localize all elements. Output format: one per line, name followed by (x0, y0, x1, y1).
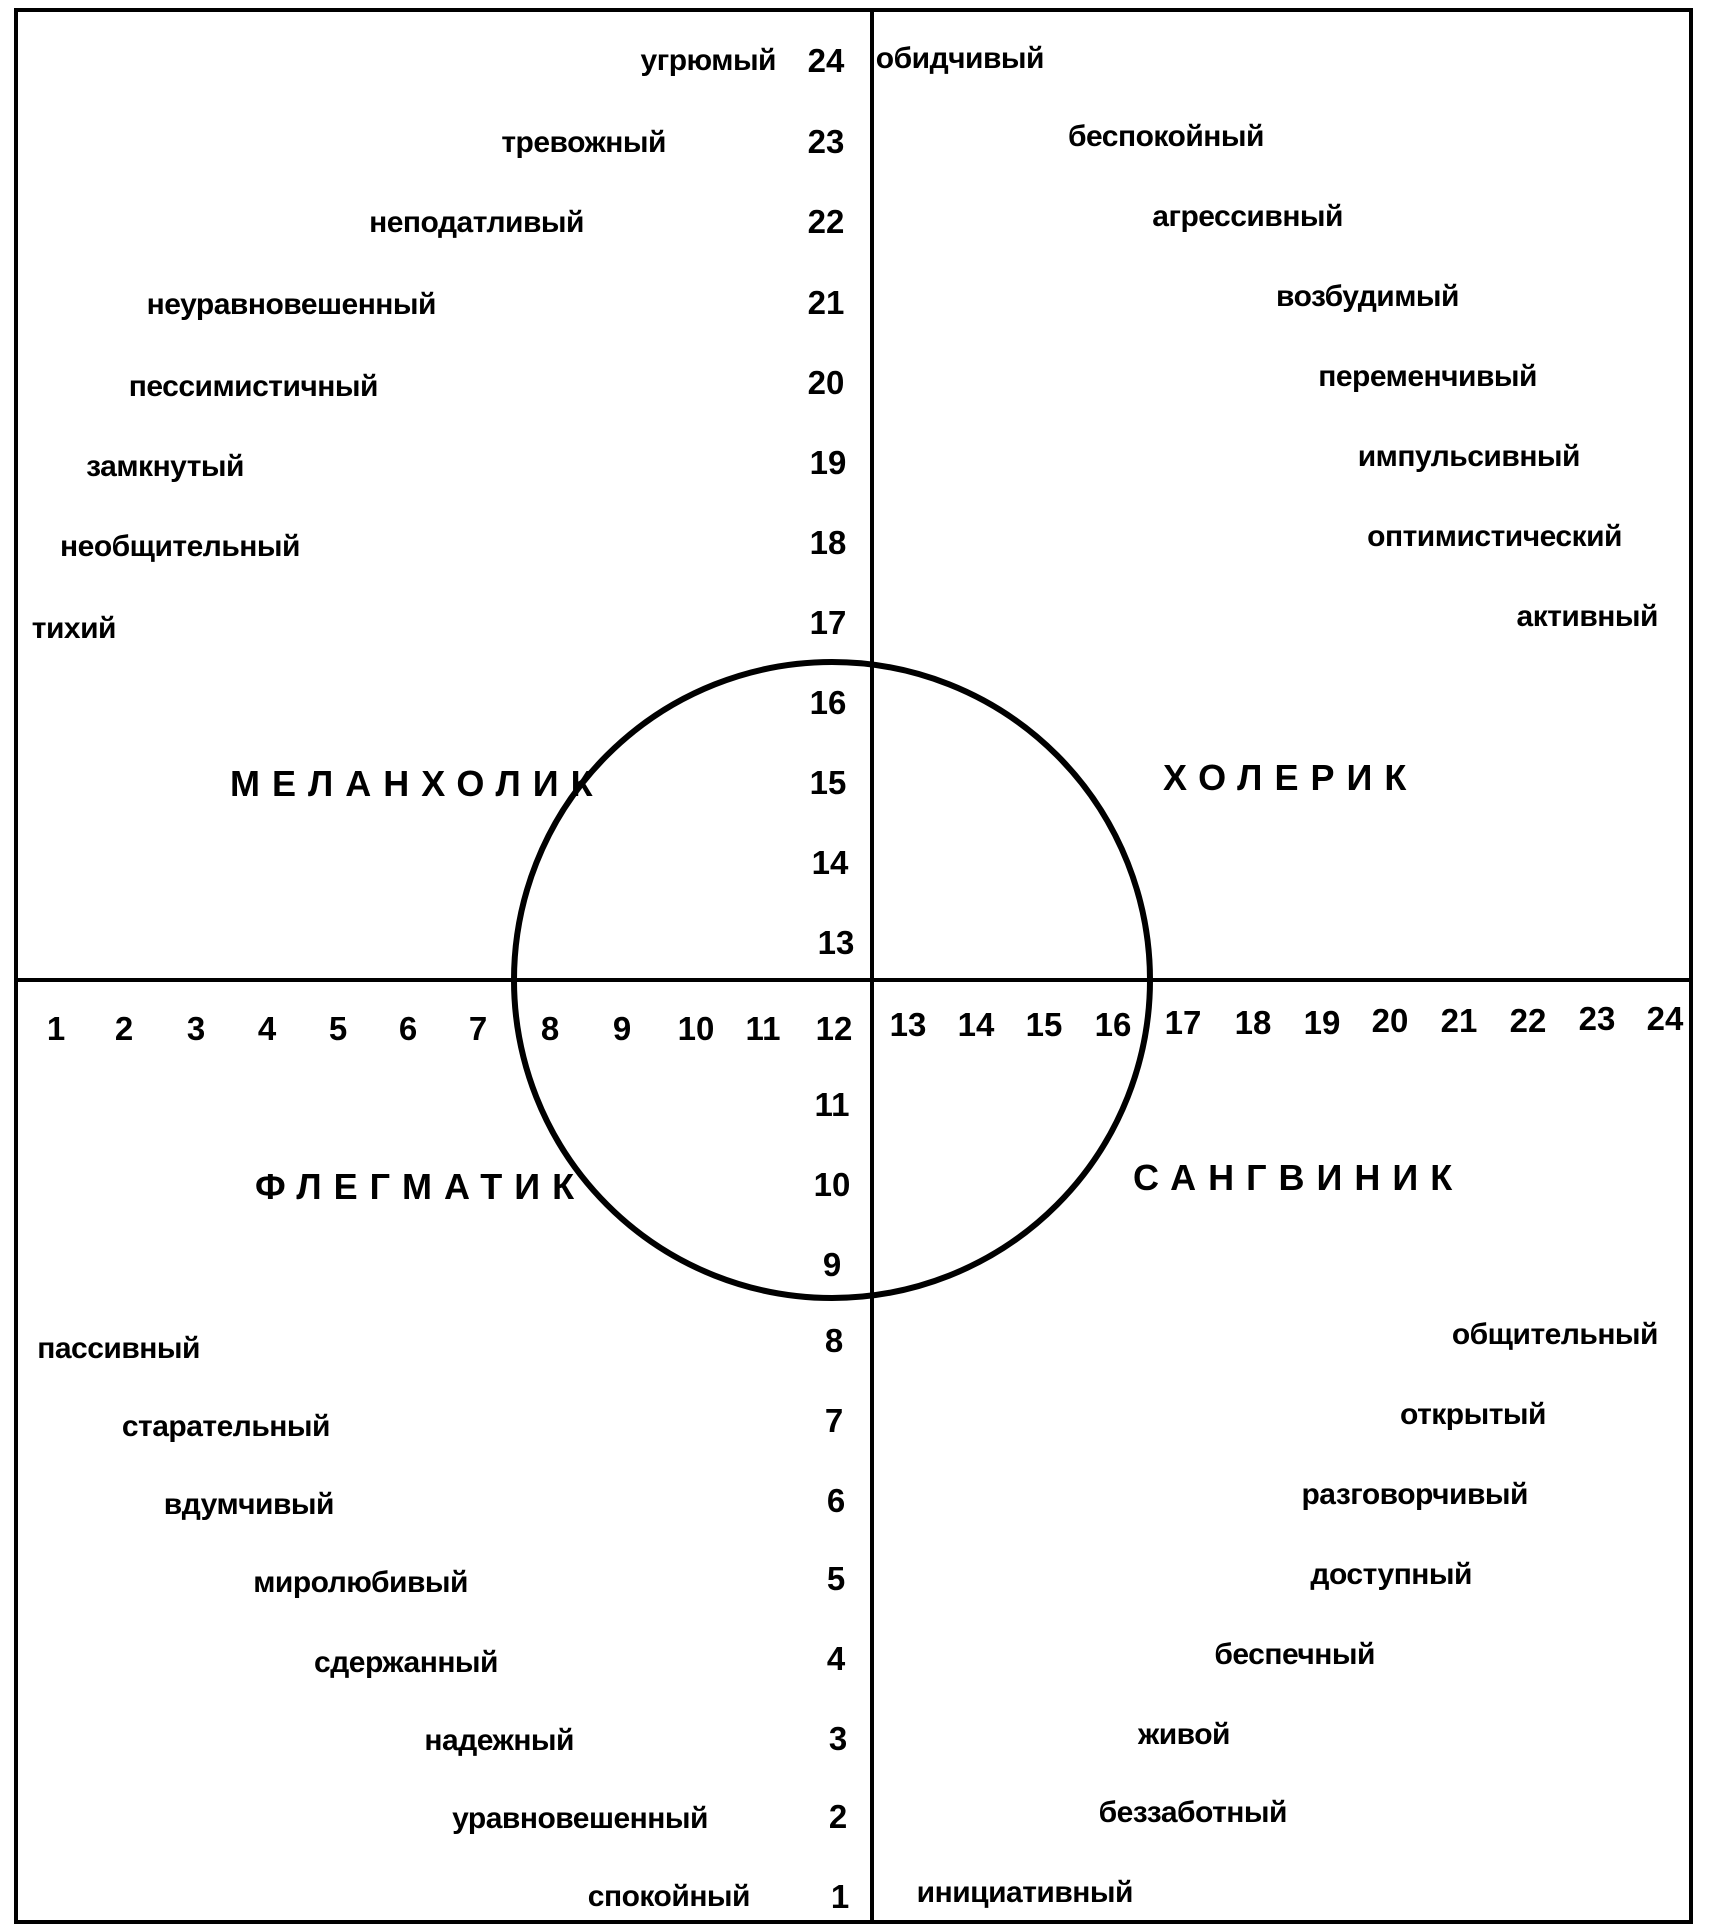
h-tick-3: 3 (186, 1010, 206, 1047)
trait-phlegmatic: уравновешенный (452, 1802, 708, 1835)
h-tick-23: 23 (1578, 1000, 1616, 1037)
h-tick-21: 21 (1440, 1002, 1478, 1039)
melancholic-traits (32, 44, 776, 645)
vertical-scale-top (808, 42, 855, 961)
v-tick-bottom-7: 7 (824, 1402, 844, 1439)
v-tick-bottom-8: 8 (824, 1322, 844, 1359)
v-tick-top-22: 22 (807, 203, 845, 240)
trait-choleric: активный (1516, 600, 1658, 633)
h-tick-11: 11 (745, 1010, 781, 1047)
h-tick-20: 20 (1371, 1002, 1409, 1039)
trait-phlegmatic: старательный (121, 1410, 330, 1443)
trait-melancholic: тревожный (501, 126, 666, 159)
sanguine-traits (917, 1318, 1658, 1909)
trait-phlegmatic: надежный (424, 1724, 574, 1757)
trait-phlegmatic: сдержанный (314, 1646, 498, 1679)
trait-sanguine: инициативный (916, 1876, 1133, 1909)
trait-melancholic: тихий (31, 612, 116, 645)
v-tick-top-18: 18 (809, 524, 847, 561)
h-tick-18: 18 (1234, 1004, 1272, 1041)
h-tick-5: 5 (328, 1010, 348, 1047)
trait-melancholic: неподатливый (369, 206, 584, 239)
trait-sanguine: беспечный (1214, 1638, 1375, 1671)
v-tick-bottom-6: 6 (826, 1482, 846, 1519)
h-tick-8: 8 (540, 1010, 560, 1047)
v-tick-bottom-3: 3 (828, 1720, 848, 1757)
v-tick-bottom-9: 9 (822, 1246, 842, 1283)
trait-sanguine: живой (1137, 1718, 1230, 1751)
h-tick-19: 19 (1303, 1004, 1341, 1041)
trait-phlegmatic: пассивный (37, 1332, 200, 1365)
v-tick-top-19: 19 (809, 444, 847, 481)
h-tick-9: 9 (612, 1010, 632, 1047)
trait-choleric: оптимистический (1367, 520, 1622, 553)
phlegmatic-title: ФЛЕГМАТИК (255, 1166, 587, 1207)
trait-sanguine: разговорчивый (1301, 1478, 1528, 1511)
trait-sanguine: беззаботный (1098, 1796, 1287, 1829)
v-tick-top-16: 16 (809, 684, 847, 721)
v-tick-bottom-5: 5 (826, 1560, 846, 1597)
v-tick-bottom-10: 10 (813, 1166, 851, 1203)
h-tick-1: 1 (46, 1010, 66, 1047)
h-tick-10: 10 (677, 1010, 715, 1047)
trait-melancholic: пессимистичный (128, 370, 378, 403)
phlegmatic-traits (37, 1332, 750, 1913)
v-tick-top-20: 20 (807, 364, 845, 401)
trait-melancholic: неуравновешенный (146, 288, 436, 321)
h-tick-24: 24 (1646, 1000, 1684, 1037)
v-tick-top-13: 13 (817, 924, 855, 961)
v-tick-top-15: 15 (809, 764, 847, 801)
v-tick-top-21: 21 (807, 284, 845, 321)
h-tick-22: 22 (1509, 1002, 1547, 1039)
v-tick-top-24: 24 (807, 42, 845, 79)
trait-choleric: беспокойный (1067, 120, 1264, 153)
trait-choleric: обидчивый (875, 42, 1044, 75)
trait-melancholic: замкнутый (86, 450, 244, 483)
trait-phlegmatic: миролюбивый (253, 1566, 468, 1599)
h-tick-13: 13 (889, 1006, 927, 1043)
trait-choleric: переменчивый (1318, 360, 1537, 393)
h-tick-2: 2 (114, 1010, 134, 1047)
trait-sanguine: открытый (1400, 1398, 1546, 1431)
vertical-scale-bottom (814, 1086, 851, 1915)
trait-phlegmatic: спокойный (587, 1880, 750, 1913)
v-tick-bottom-1: 1 (830, 1878, 850, 1915)
trait-melancholic: необщительный (60, 530, 300, 563)
horizontal-scale (47, 1000, 1684, 1047)
h-tick-4: 4 (257, 1010, 277, 1047)
h-tick-14: 14 (957, 1006, 995, 1043)
trait-phlegmatic: вдумчивый (163, 1488, 334, 1521)
h-tick-6: 6 (398, 1010, 418, 1047)
h-tick-17: 17 (1164, 1004, 1202, 1041)
trait-choleric: импульсивный (1357, 440, 1580, 473)
choleric-traits (876, 42, 1658, 633)
v-tick-bottom-11: 11 (814, 1086, 850, 1123)
trait-choleric: агрессивный (1152, 200, 1343, 233)
h-tick-16: 16 (1094, 1006, 1132, 1043)
v-tick-bottom-4: 4 (826, 1640, 846, 1677)
sanguine-title: САНГВИНИК (1133, 1157, 1465, 1198)
trait-sanguine: общительный (1451, 1318, 1658, 1351)
trait-sanguine: доступный (1310, 1558, 1472, 1591)
v-tick-top-23: 23 (807, 123, 845, 160)
h-tick-12: 12 (815, 1010, 853, 1047)
trait-choleric: возбудимый (1276, 280, 1459, 313)
choleric-title: ХОЛЕРИК (1163, 757, 1419, 798)
h-tick-7: 7 (468, 1010, 488, 1047)
v-tick-bottom-2: 2 (828, 1798, 848, 1835)
v-tick-top-17: 17 (809, 604, 847, 641)
v-tick-top-14: 14 (811, 844, 849, 881)
melancholic-title: МЕЛАНХОЛИК (230, 763, 605, 804)
h-tick-15: 15 (1025, 1006, 1063, 1043)
trait-melancholic: угрюмый (640, 44, 776, 77)
